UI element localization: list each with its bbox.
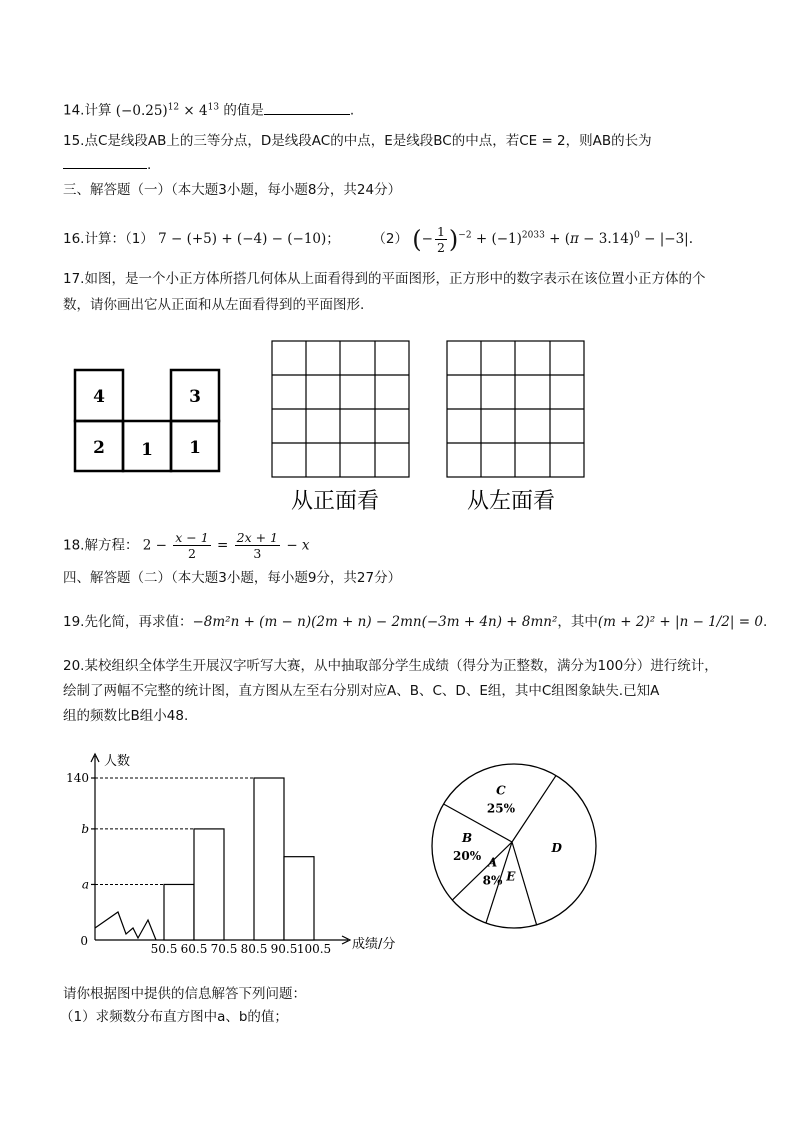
x-tick-label: 100.5 [296,942,332,956]
x-tick-label: 80.5 [240,942,268,956]
origin-label: 0 [80,934,88,948]
q16-expression-2: (− $\frac{1}{2}$ )$^{-2} + (-1)^{2033} + (\pi - 3.14)^0 - |-3|$. [412,224,694,255]
q14-answer-blank [264,100,350,115]
q14-prefix: 14.计算 [63,102,112,119]
top-view-cell-5: 1 [189,438,201,458]
pie-percent-A: 8% [482,873,503,888]
q14-suffix: 的值是 [223,102,264,119]
x-axis-label: 成绩/分 [352,937,396,952]
q16-expression-1: 7 − (+5) + (−4) − (−10)； [158,231,340,247]
histogram-bar-D [254,778,284,940]
question-20-line-3: 组的频数比B组小48. [63,708,189,724]
q18-prefix: 18.解方程： [63,537,139,554]
front-view-grid [272,341,409,477]
top-view-cell-4: 1 [141,440,153,460]
pie-label-C: C [496,783,506,798]
top-view-cell-1: 4 [93,387,105,407]
q14-expression: $(-0.25)^{12} \times 4^{13}$ [115,102,220,119]
q18-tail: − x [286,537,310,554]
q19-cond-prefix: ，其中 [557,614,598,630]
q19-end: . [762,614,768,630]
q18-fraction-1: $\frac{x - 1}{2}$ [175,530,209,561]
q17-figures [0,330,794,520]
question-14 [63,98,354,120]
pie-percent-B: 20% [453,849,482,864]
question-20-line-2: 绘制了两幅不完整的统计图，直方图从左至右分别对应A、B、C、D、E组，其中C组图象缺失.已知A [63,683,660,699]
pie-chart [420,752,610,942]
question-16 [63,224,693,255]
question-18: 18.解方程： 2 − $\frac{x - 1}{2}$ = $\frac{2x + 1}{3}$ − x [63,530,310,561]
question-15-blank-line [63,156,151,174]
top-view-cell-3: 2 [93,438,105,458]
q20-sub-1: （1）求频数分布直方图中a、b的值； [60,1009,288,1025]
y-tick-label-140: 140 [66,771,89,785]
question-17-line-2: 数，请你画出它从正面和从左面看得到的平面图形. [63,297,365,313]
section-3-heading: 三、解答题（一）（本大题3小题，每小题8分，共24分） [63,182,402,198]
q18-fraction-2: $\frac{2x + 1}{3}$ [236,530,279,561]
histogram-bar-A [164,884,194,940]
left-view-grid [447,341,584,477]
q18-lead: 2 − [142,537,167,554]
pie-percent-C: 25% [486,801,515,816]
question-15: 15.点C是线段AB上的三等分点，D是线段AC的中点，E是线段BC的中点，若CE = 2，则AB的长为 [63,133,652,149]
y-axis-label: 人数 [104,754,131,769]
x-tick-label: 90.5 [270,942,298,956]
q15-answer-blank [63,158,147,169]
question-19 [63,613,767,631]
histogram-bar-B [194,829,224,940]
top-view-cell-2: 3 [189,387,201,407]
q16-prefix: 16.计算：（1） [63,231,154,247]
pie-outline [432,764,596,928]
q20-prompt: 请你根据图中提供的信息解答下列问题： [63,986,306,1002]
q16-part-2: （2） [372,231,408,247]
front-view-label: 从正面看 [290,489,380,514]
pie-label-D: D [551,840,562,855]
y-tick-label-b: b [81,821,89,836]
pie-label-B: B [462,831,473,846]
x-tick-label: 70.5 [210,942,238,956]
q19-prefix: 19.先化简，再求值： [63,614,193,630]
left-view-label: 从左面看 [466,489,556,514]
histogram-chart [60,748,410,958]
q19-expression: −8m²n + (m − n)(2m + n) − 2mn(−3m + 4n) + 8mn² [192,614,558,630]
question-17-line-1: 17.如图，是一个小正方体所搭几何体从上面看得到的平面图形，正方形中的数字表示在该位置小正方体的个 [63,271,706,287]
q14-end: . [349,102,355,119]
x-tick-label: 60.5 [180,942,208,956]
section-4-heading: 四、解答题（二）（本大题3小题，每小题9分，共27分） [63,570,402,586]
question-20-line-1: 20.某校组织全体学生开展汉字听写大赛，从中抽取部分学生成绩（得分为正整数，满分为100分）进行统计， [63,658,718,674]
axis-break [95,912,156,940]
pie-label-E: E [506,869,516,884]
pie-label-A: A [487,855,498,870]
q15-end: . [147,157,152,173]
q19-condition: (m + 2)² + |n − 1/2| = 0 [597,614,763,630]
x-tick-label: 50.5 [150,942,178,956]
histogram-bar-E [284,857,314,940]
y-tick-label-a: a [81,877,89,892]
